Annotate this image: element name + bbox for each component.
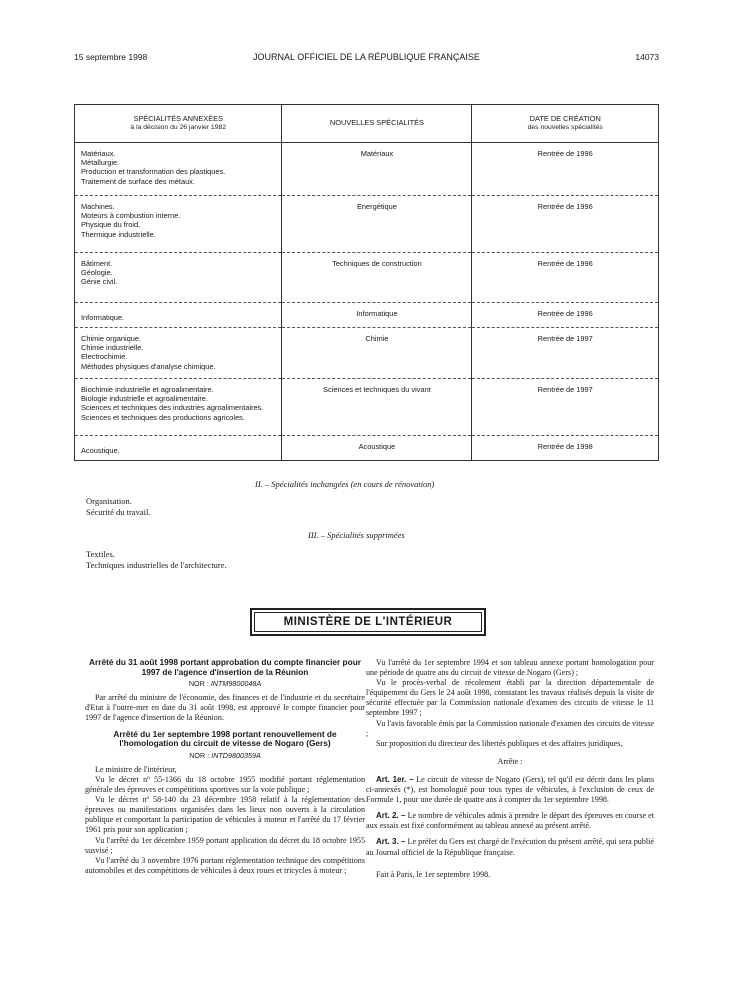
annexee-item: Métallurgie. xyxy=(81,158,120,168)
annexee-item: Electrochimie. xyxy=(81,352,128,362)
cell-nouvelle: Techniques de construction xyxy=(282,253,472,303)
annexee-item: Chimie organique. xyxy=(81,334,141,343)
annexee-item: Informatique. xyxy=(81,313,125,322)
table-row xyxy=(75,303,659,328)
section-3-caption: III. – Spécialités supprimées xyxy=(308,530,405,540)
arrete-2-title: Arrêté du 1er septembre 1998 portant renouvellement de l'homologation du circuit de vitesse de Nogaro (Gers) xyxy=(113,728,337,749)
table-header-row xyxy=(75,105,659,143)
cell-annexees xyxy=(75,328,282,379)
col-header-annexees: SPÉCIALITÉS ANNEXÉES à la décision du 26 janvier 1982 xyxy=(75,105,282,143)
paragraph: Vu le décret nº 55-1366 du 18 octobre 1955 modifié portant réglementation générale des épreuves et compétitions sportives sur la voie publique ; xyxy=(85,774,365,795)
annexee-item: Biologie industrielle et agroalimentaire. xyxy=(81,394,208,404)
articles xyxy=(366,775,654,858)
header-date: 15 septembre 1998 xyxy=(74,52,148,62)
cell-date: Rentrée de 1996 xyxy=(472,196,659,253)
cell-nouvelle: Matériaux xyxy=(282,143,472,196)
table-row xyxy=(75,379,659,436)
cell-date: Rentrée de 1998 xyxy=(472,436,659,461)
cell-date: Rentrée de 1996 xyxy=(472,253,659,303)
right-column xyxy=(366,658,654,880)
cell-annexees xyxy=(75,253,282,303)
arrete-2-visas-right xyxy=(366,658,654,749)
arrete-1-nor: NOR : INTM9800048A xyxy=(188,679,262,689)
list-item: Organisation. xyxy=(86,496,132,506)
annexee-item: Production et transformation des plastiques. xyxy=(81,167,226,177)
cell-date: Rentrée de 1997 xyxy=(472,328,659,379)
section-2-caption: II. – Spécialités inchangées (en cours de rénovation) xyxy=(255,479,435,489)
paragraph: Vu le décret nº 58-140 du 23 décembre 1958 relatif à la réglementation des épreuves ou manifestations organisées dans les lieux non ouverts à la circulation publique et comportant la participation de véhicules à moteur et l'arrêté du 17 février 1961 pris pour son application ; xyxy=(85,795,365,835)
closing-line: Fait à Paris, le 1er septembre 1998. xyxy=(376,869,491,879)
specialites-table xyxy=(74,104,659,461)
col-header-nouvelles: NOUVELLES SPÉCIALITÉS xyxy=(282,105,472,143)
cell-annexees xyxy=(75,379,282,436)
arrete-word: Arrête : xyxy=(497,756,523,766)
cell-annexees xyxy=(75,436,282,461)
article xyxy=(366,811,654,831)
annexee-item: Sciences et techniques des industries agroalimentaires. xyxy=(81,403,264,413)
article-text: Le circuit de vitesse de Nogaro (Gers), tel qu'il est décrit dans les plans ci-annexés (*), est homologué pour tous types de véhicules, à l'exclusion de ceux de Formule 1, pour une durée de quatre ans à compter du 1er septembre 1998. xyxy=(366,774,654,805)
ministry-box xyxy=(250,608,486,636)
annexee-item: Génie civil. xyxy=(81,277,118,287)
section-2-list xyxy=(86,496,150,517)
annexee-item: Sciences et techniques des productions agricoles. xyxy=(81,412,245,422)
paragraph: Sur proposition du directeur des libertés publiques et des affaires juridiques, xyxy=(376,738,623,748)
ministry-title: MINISTÈRE DE L'INTÉRIEUR xyxy=(254,612,482,632)
cell-nouvelle: Sciences et techniques du vivant xyxy=(282,379,472,436)
table-row xyxy=(75,253,659,303)
annexee-item: Thermique industrielle. xyxy=(81,229,156,239)
cell-nouvelle: Informatique xyxy=(282,303,472,328)
article-label: Art. 2. – xyxy=(376,811,406,821)
list-item: Sécurité du travail. xyxy=(86,506,151,517)
col-header-date: DATE DE CRÉATION des nouvelles spécialités xyxy=(472,105,659,143)
header-journal-title: JOURNAL OFFICIEL DE LA RÉPUBLIQUE FRANÇAISE xyxy=(253,52,480,62)
paragraph: Vu l'arrêté du 3 novembre 1976 portant réglementation technique des compétitions automobiles et des compétitions de véhicules à deux roues et tricycles à moteur ; xyxy=(85,855,365,875)
article-text: Le préfet du Gers est chargé de l'exécution du présent arrêté, qui sera publié au Journal officiel de la République française. xyxy=(366,837,654,857)
table-row xyxy=(75,196,659,253)
annexee-item: Bâtiment. xyxy=(81,259,113,268)
article-label: Art. 1er. – xyxy=(376,774,414,784)
cell-nouvelle: Acoustique xyxy=(282,436,472,461)
paragraph: Le ministre de l'intérieur, xyxy=(95,764,177,774)
arrete-1-title: Arrêté du 31 août 1998 portant approbation du compte financier pour 1997 de l'agence d'insertion de la Réunion xyxy=(89,657,361,677)
article xyxy=(366,775,654,805)
list-item: Textiles. xyxy=(86,549,115,559)
article-label: Art. 3. – xyxy=(376,837,406,847)
cell-nouvelle: Energétique xyxy=(282,196,472,253)
arrete-2-visas-left xyxy=(85,765,365,876)
paragraph: Vu l'arrêté du 1er décembre 1959 portant application du décret du 18 octobre 1955 susvisé ; xyxy=(85,835,365,855)
article-text: Le nombre de véhicules admis à prendre le départ des épreuves en course et aux essais est fixé conformément au tableau annexé au présent arrêté. xyxy=(366,811,654,831)
table-row xyxy=(75,143,659,196)
cell-date: Rentrée de 1996 xyxy=(472,143,659,196)
paragraph: Vu l'avis favorable émis par la Commission nationale d'examen des circuits de vitesse ; xyxy=(366,718,654,738)
annexee-item: Chimie industrielle. xyxy=(81,343,144,353)
header-page-number: 14073 xyxy=(635,52,659,62)
article xyxy=(366,837,654,857)
annexee-item: Acoustique. xyxy=(81,446,120,455)
cell-annexees xyxy=(75,143,282,196)
table-row xyxy=(75,436,659,461)
page-header xyxy=(74,52,659,66)
cell-date: Rentrée de 1997 xyxy=(472,379,659,436)
annexee-item: Moteurs à combustion interne. xyxy=(81,211,181,221)
cell-date: Rentrée de 1996 xyxy=(472,303,659,328)
annexee-item: Traitement de surface des métaux. xyxy=(81,176,195,186)
annexee-item: Méthodes physiques d'analyse chimique. xyxy=(81,361,216,371)
annexee-item: Biochimie industrielle et agroalimentaire. xyxy=(81,385,214,394)
list-item: Techniques industrielles de l'architecture. xyxy=(86,559,227,570)
cell-annexees xyxy=(75,196,282,253)
paragraph: Vu le procès-verbal de récolement établi par la direction départementale de l'équipement du Gers le 24 août 1998, constatant les travaux réalisés depuis la visite de sécurité effectuée par la Commission nationale d'examen des circuits de vitesse le 11 septembre 1997 ; xyxy=(366,678,654,718)
annexee-item: Physique du froid. xyxy=(81,220,141,230)
paragraph: Vu l'arrêté du 1er septembre 1994 et son tableau annexe portant homologation pour une période de quatre ans du circuit de vitesse de Nogaro (Gers) ; xyxy=(366,658,654,678)
annexee-item: Géologie. xyxy=(81,268,113,278)
cell-nouvelle: Chimie xyxy=(282,328,472,379)
left-column xyxy=(85,658,365,876)
arrete-1-body: Par arrêté du ministre de l'économie, des finances et de l'industrie et du secrétaire d'Etat à l'outre-mer en date du 31 août 1998, est approuvé le compte financier pour 1997 de l'agence d'insertion de la Réunion. xyxy=(85,693,365,723)
table-row xyxy=(75,328,659,379)
arrete-2-nor: NOR : INTD9800359A xyxy=(189,750,261,760)
annexee-item: Matériaux. xyxy=(81,149,116,158)
section-3-list xyxy=(86,549,227,570)
annexee-item: Machines. xyxy=(81,202,115,211)
cell-annexees xyxy=(75,303,282,328)
